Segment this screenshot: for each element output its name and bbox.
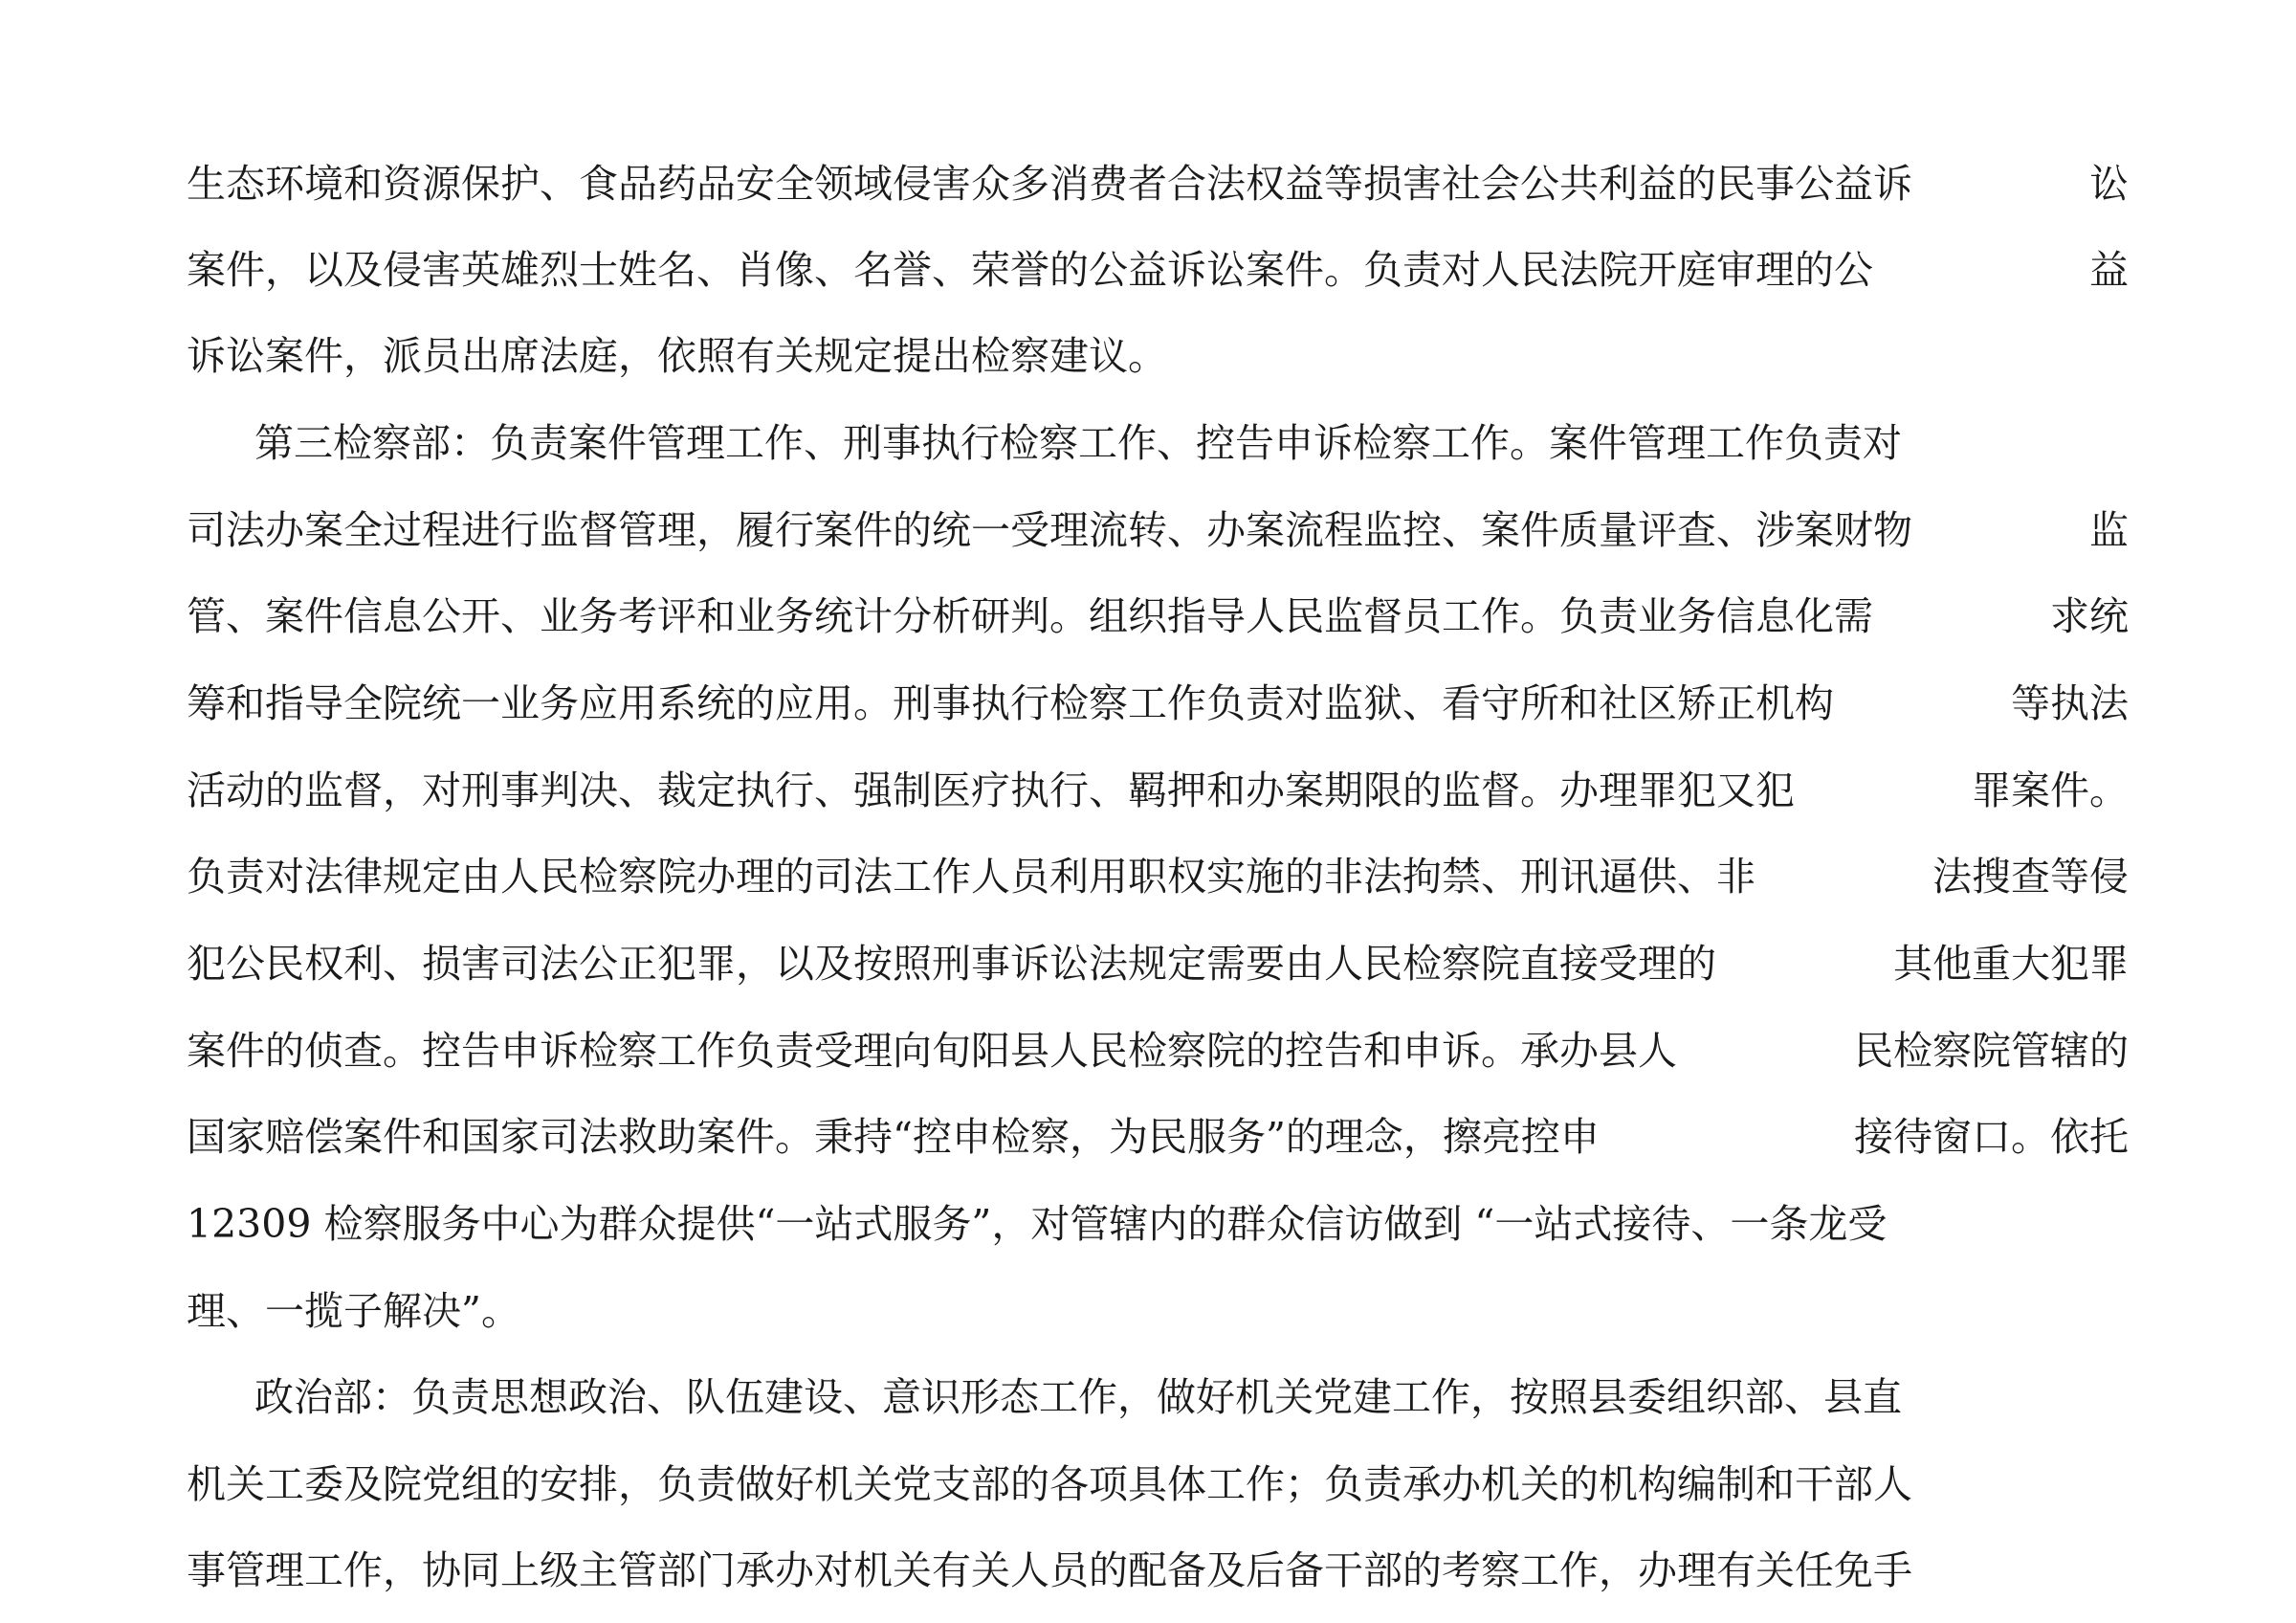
text-line-12: [187, 1103, 2129, 1170]
line-tail: 罪案件。: [1972, 767, 2129, 813]
text-line-7: [187, 670, 2129, 737]
text-line-10: [187, 930, 2129, 997]
line-text: 理、一揽子解决”。: [187, 1288, 520, 1334]
text-line-17: [187, 1537, 2129, 1604]
line-tail: 益: [2089, 247, 2129, 293]
text-line-15: [254, 1364, 2130, 1431]
line-text: 活动的监督，对刑事判决、裁定执行、强制医疗执行、羁押和办案期限的监督。办理罪犯又犯: [187, 767, 1795, 813]
line-tail: 民检察院管辖的: [1854, 1028, 2129, 1074]
line-tail: 其他重大犯罪: [1893, 941, 2129, 987]
text-line-14: [187, 1278, 2129, 1345]
text-line-5: [187, 497, 2129, 564]
text-line-3: [187, 322, 2129, 389]
text-line-1: [187, 150, 2129, 217]
line-text: 第三检察部：负责案件管理工作、刑事执行检察工作、控告申诉检察工作。案件管理工作负责对: [254, 420, 1902, 466]
line-text: 事管理工作，协同上级主管部门承办对机关有关人员的配备及后备干部的考察工作，办理有关任免手: [187, 1547, 1912, 1593]
line-text: 国家赔偿案件和国家司法救助案件。秉持“控申检察，为民服务”的理念，擦亮控申: [187, 1114, 1600, 1160]
line-text: 管、案件信息公开、业务考评和业务统计分析研判。组织指导人民监督员工作。负责业务信息化需: [187, 593, 1873, 639]
line-text: 诉讼案件，派员出席法庭，依照有关规定提出检察建议。: [187, 333, 1167, 379]
line-text: 案件，以及侵害英雄烈士姓名、肖像、名誉、荣誉的公益诉讼案件。负责对人民法院开庭审理的公: [187, 247, 1873, 293]
text-line-6: [187, 583, 2129, 650]
line-text: 筹和指导全院统一业务应用系统的应用。刑事执行检察工作负责对监狱、看守所和社区矫正机构: [187, 680, 1834, 726]
text-line-9: [187, 843, 2129, 910]
line-tail: 接待窗口。依托: [1854, 1114, 2129, 1160]
line-text: 12309 检察服务中心为群众提供“一站式服务”，对管辖内的群众信访做到 “一站式接待、一条龙受: [187, 1201, 1888, 1247]
line-text: 案件的侦查。控告申诉检察工作负责受理向旬阳县人民检察院的控告和申诉。承办县人: [187, 1028, 1677, 1074]
line-text: 生态环境和资源保护、食品药品安全领域侵害众多消费者合法权益等损害社会公共利益的民事公益诉: [187, 161, 1912, 207]
line-text: 司法办案全过程进行监督管理，履行案件的统一受理流转、办案流程监控、案件质量评查、涉案财物: [187, 507, 1912, 553]
line-text: 政治部：负责思想政治、队伍建设、意识形态工作，做好机关党建工作，按照县委组织部、县直: [254, 1374, 1902, 1420]
text-line-8: [187, 757, 2129, 824]
line-tail: 求统: [2050, 593, 2129, 639]
line-tail: 讼: [2089, 161, 2129, 207]
line-text: 犯公民权利、损害司法公正犯罪，以及按照刑事诉讼法规定需要由人民检察院直接受理的: [187, 941, 1716, 987]
line-tail: 法搜查等侵: [1932, 854, 2129, 900]
text-line-2: [187, 236, 2129, 303]
line-tail: 等执法: [2011, 680, 2129, 726]
text-line-16: [187, 1451, 2129, 1518]
line-text: 机关工委及院党组的安排，负责做好机关党支部的各项具体工作；负责承办机关的机构编制和干部人: [187, 1461, 1912, 1507]
line-text: 负责对法律规定由人民检察院办理的司法工作人员利用职权实施的非法拘禁、刑讯逼供、非: [187, 854, 1755, 900]
line-tail: 监: [2089, 507, 2129, 553]
text-line-4: [254, 410, 2130, 477]
text-line-13: [187, 1190, 2129, 1257]
text-line-11: [187, 1017, 2129, 1084]
